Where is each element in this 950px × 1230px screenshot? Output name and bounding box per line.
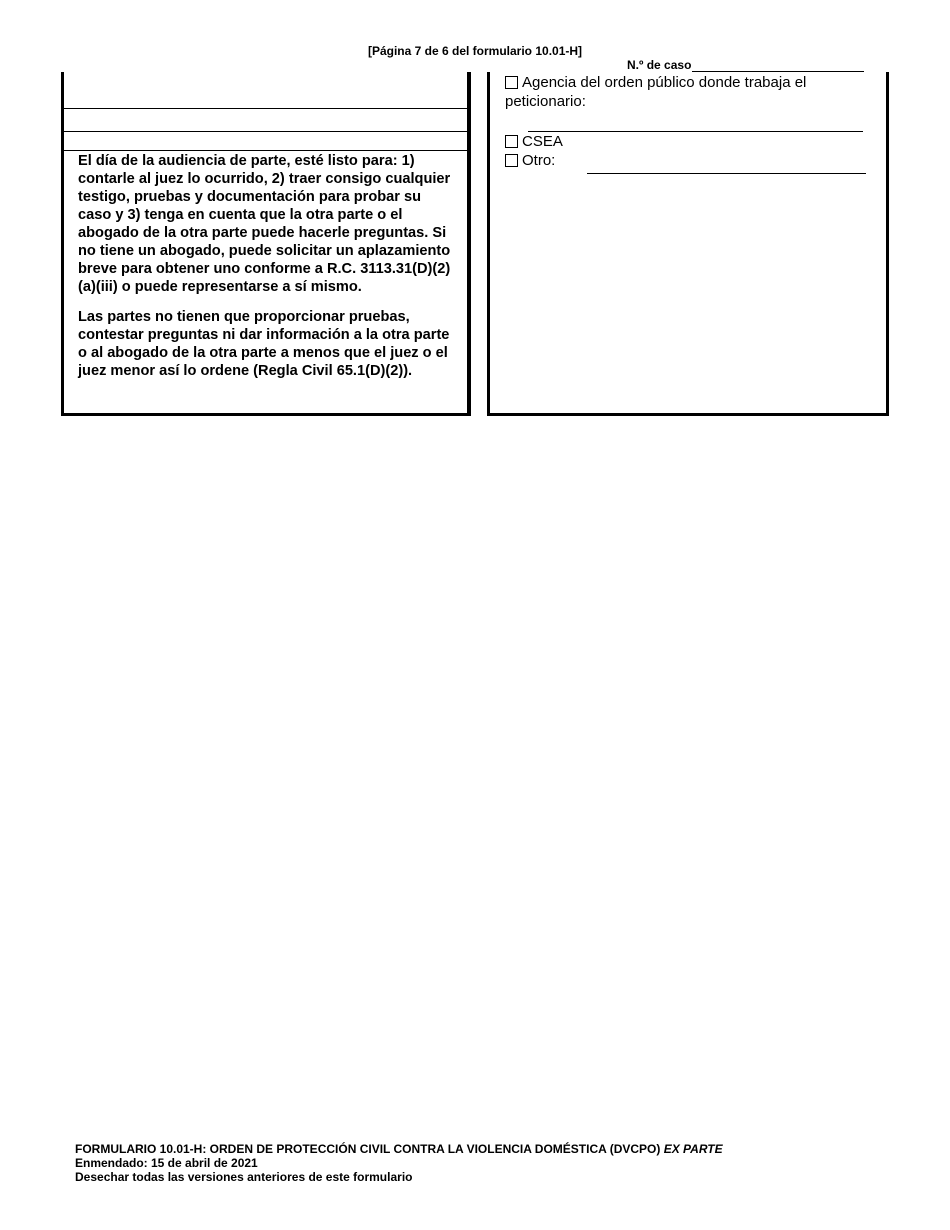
footer-form-title-italic: EX PARTE [663, 1142, 723, 1156]
left-column [61, 72, 471, 416]
instruction-paragraph: Las partes no tienen que proporcionar pruebas, contestar preguntas ni dar información a la otra parte o al abogado de la otra parte a menos que el juez o el juez menor así lo ordene (Regla Civil 65.1(D)(2)). [78, 309, 450, 379]
footer-amended: Enmendado: 15 de abril de 2021 [75, 1156, 258, 1170]
page-footer [75, 1142, 723, 1184]
case-number-field[interactable] [627, 58, 864, 72]
divider-line [64, 131, 467, 132]
checkbox-other[interactable] [505, 154, 518, 167]
option-label: Agencia del orden público donde trabaja el peticionario: [505, 74, 807, 110]
checkbox-csea[interactable] [505, 135, 518, 148]
case-number-label: N.º de caso [627, 58, 692, 72]
option-label: CSEA [522, 133, 563, 150]
footer-form-title: FORMULARIO 10.01-H: ORDEN DE PROTECCIÓN CIVIL CONTRA LA VIOLENCIA DOMÉSTICA (DVCPO) EX PARTE [75, 1142, 723, 1156]
law-enforcement-fill-line[interactable] [528, 131, 863, 132]
other-fill-line[interactable] [587, 173, 866, 174]
divider-line [64, 108, 467, 109]
hearing-instructions [78, 152, 456, 392]
instruction-paragraph: El día de la audiencia de parte, esté listo para: 1) contarle al juez lo ocurrido, 2) traer consigo cualquier testigo, pruebas y documentación para probar su caso y 3) tenga en cuenta que la otra parte o el abogado de la otra parte puede hacerle preguntas. Si no tiene un abogado, puede solicitar un aplazamiento breve para obtener uno conforme a R.C. 3113.31(D)(2)(a)(iii) o puede representarse a sí mismo. [78, 153, 451, 295]
footer-discard-notice: Desechar todas las versiones anteriores de este formulario [75, 1170, 413, 1184]
right-column [487, 72, 889, 416]
case-number-line[interactable] [692, 60, 864, 72]
divider-line [64, 150, 467, 151]
option-law-enforcement [505, 73, 865, 111]
checkbox-law-enforcement[interactable] [505, 76, 518, 89]
page-header: [Página 7 de 6 del formulario 10.01-H] [367, 44, 583, 58]
option-csea [505, 132, 563, 151]
option-label: Otro: [522, 152, 556, 169]
option-other [505, 151, 555, 170]
